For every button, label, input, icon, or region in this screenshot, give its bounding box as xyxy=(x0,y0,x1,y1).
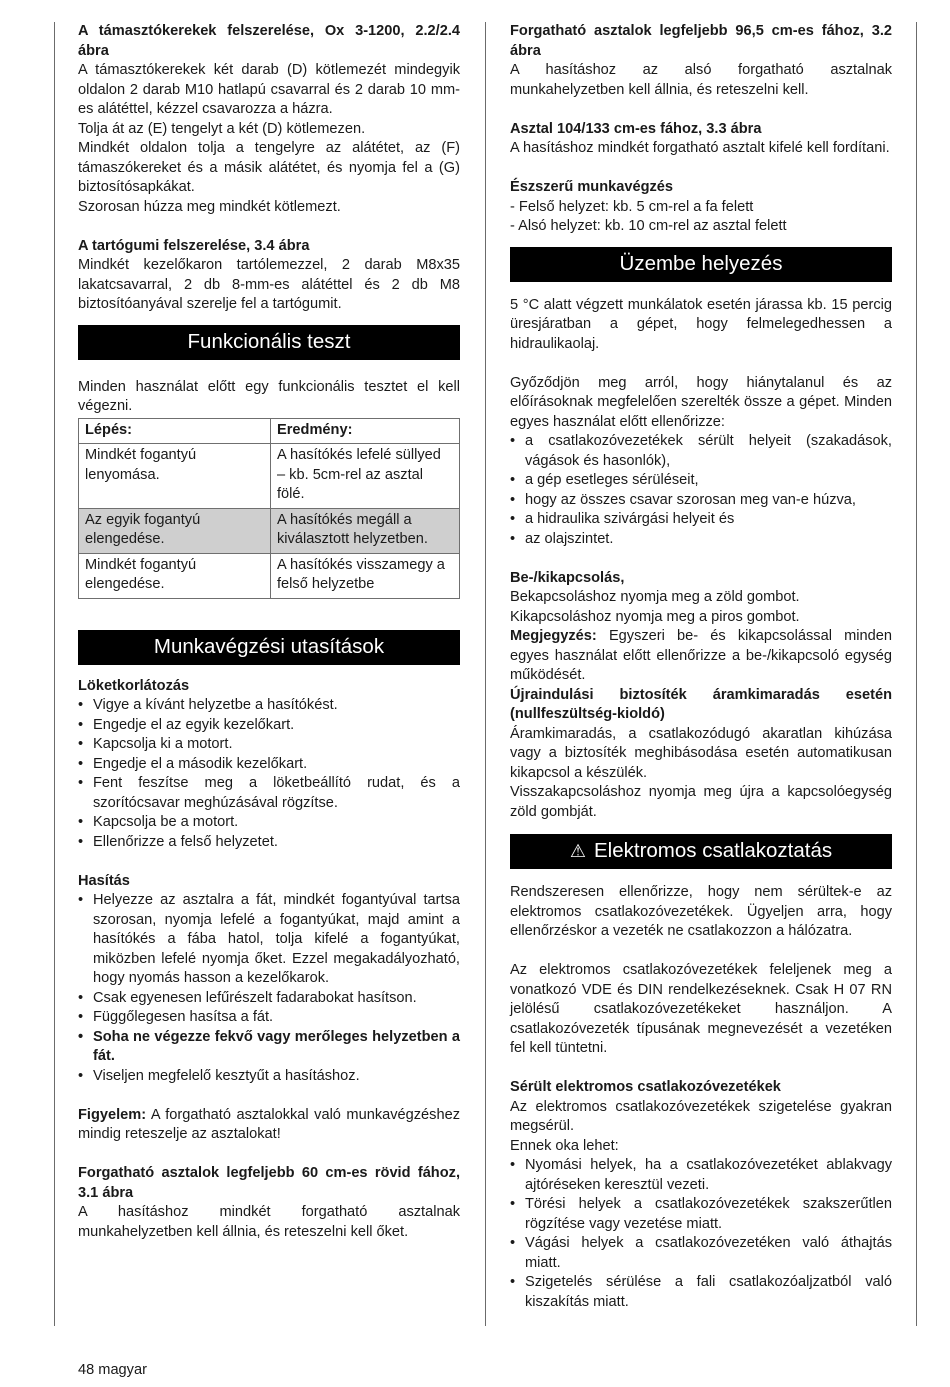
caution-paragraph xyxy=(78,1106,460,1145)
section-heading: Hasítás xyxy=(78,872,130,889)
bullet-list xyxy=(78,696,460,852)
list-item: • Ellenőrizze a felső helyzetet. xyxy=(78,833,460,853)
list-item: • Helyezze az asztalra a fát, mindkét fogantyúval tartsa szorosan, nyomja lefelé a fogantyúkat, majd amint a hasítókés a fába hatol, tolja kifelé a fogantyúkat, miközben lefelé nyomja őket. Ezzel megakadályozható, hogy nyomás hasson a kezelőkarok. xyxy=(78,891,460,989)
paragraph: Az elektromos csatlakozóvezetékek szigetelése gyakran megsérül. xyxy=(510,1098,892,1134)
table-cell: A hasítókés megáll a kiválasztott helyzetben. xyxy=(271,508,460,553)
paragraph: - Alsó helyzet: kb. 10 cm-rel az asztal felett xyxy=(510,218,787,234)
section-heading: Asztal 104/133 cm-es fához, 3.3 ábra xyxy=(510,120,762,137)
paragraph: Rendszeresen ellenőrizze, hogy nem sérültek-e az elektromos csatlakozóvezetékek. Ügyeljen arra, hogy ellenőrzéskor a vezeték ne csatlakozzon a hálózatra. xyxy=(510,884,892,939)
paragraph: A hasításhoz mindkét forgatható asztalnak munkahelyzetben kell állnia, és reteszelni kell őket. xyxy=(78,1204,460,1240)
column-divider-rule xyxy=(485,22,486,1326)
table-cell: A hasítókés visszamegy a felső helyzetbe xyxy=(271,553,460,598)
list-item: • Függőlegesen hasítsa a fát. xyxy=(78,1008,460,1028)
page-footer: 48 magyar xyxy=(78,1362,147,1378)
paragraph: Az elektromos csatlakozóvezetékek feleljenek meg a vonatkozó VDE és DIN rendelkezéseknek. Csak H 07 RN jelölésű csatlakozóvezetékeket használjon. A csatlakozóvezeték típusának megnevezését a vezetéken fel kell tüntetni. xyxy=(510,962,892,1056)
bullet-list xyxy=(510,1156,892,1312)
list-item: • hogy az összes csavar szorosan meg van-e húzva, xyxy=(510,491,892,511)
caution-label: Figyelem: xyxy=(78,1106,147,1123)
paragraph: Tolja át az (E) tengelyt a két (D) kötlemezen. xyxy=(78,120,366,137)
section-heading: Forgatható asztalok legfeljebb 96,5 cm-es fához, 3.2 ábra xyxy=(510,23,892,59)
paragraph: Bekapcsoláshoz nyomja meg a zöld gombot. xyxy=(510,589,800,605)
bullet-list xyxy=(510,432,892,549)
paragraph: Ennek oka lehet: xyxy=(510,1137,619,1154)
list-item: • Engedje el a második kezelőkart. xyxy=(78,755,460,775)
note-paragraph xyxy=(510,627,892,686)
section-bar-electrical xyxy=(510,834,892,869)
paragraph: Szorosan húzza meg mindkét kötlemezt. xyxy=(78,198,341,215)
list-item: • a hidraulika szivárgási helyeit és xyxy=(510,510,892,530)
paragraph: Visszakapcsoláshoz nyomja meg újra a kapcsolóegység zöld gombját. xyxy=(510,784,892,820)
list-item-warning: • Soha ne végezze fekvő vagy merőleges helyzetben a fát. xyxy=(78,1028,460,1067)
section-bar-label: Elektromos csatlakoztatás xyxy=(594,839,833,862)
section-bar-startup: Üzembe helyezés xyxy=(510,247,892,282)
paragraph: - Felső helyzet: kb. 5 cm-rel a fa felett xyxy=(510,198,754,215)
table-cell: Az egyik fogantyú elengedése. xyxy=(79,508,271,553)
list-item: • Nyomási helyek, ha a csatlakozóvezetéket ablakvagy ajtóréseken keresztül vezeti. xyxy=(510,1156,892,1195)
section-heading: Újraindulási biztosíték áramkimaradás esetén (nullfeszültség-kioldó) xyxy=(510,686,892,722)
list-item: • Vágási helyek a csatlakozóvezetéken való áthajtás miatt. xyxy=(510,1234,892,1273)
table-header-cell: Eredmény: xyxy=(271,418,460,444)
section-heading: Sérült elektromos csatlakozóvezetékek xyxy=(510,1079,781,1095)
table-header-cell: Lépés: xyxy=(79,418,271,444)
section-heading: A tartógumi felszerelése, 3.4 ábra xyxy=(78,237,310,254)
table-cell: A hasítókés lefelé süllyed – kb. 5cm-rel az asztal fölé. xyxy=(271,444,460,509)
list-item: • a csatlakozóvezetékek sérült helyeit (szakadások, vágások és hasonlók), xyxy=(510,432,892,471)
table-cell: Mindkét fogantyú elengedése. xyxy=(79,553,271,598)
right-margin-rule xyxy=(916,22,917,1326)
paragraph: 5 °C alatt végzett munkálatok esetén járassa kb. 15 percig üresjáratban a gépet, hogy felmelegedhessen a hidraulikaolaj. xyxy=(510,296,892,352)
section-heading: Forgatható asztalok legfeljebb 60 cm-es rövid fához, 3.1 ábra xyxy=(78,1165,460,1201)
test-table xyxy=(78,418,460,599)
section-bar-functional-test: Funkcionális teszt xyxy=(78,325,460,360)
note-text: Egyszeri be- és kikapcsolással minden egyes használat előtt ellenőrizze a be-/kikapcsoló egység működését. xyxy=(510,628,892,683)
list-item: • Viseljen megfelelő kesztyűt a hasításhoz. xyxy=(78,1067,460,1087)
list-item: • Szigetelés sérülése a fali csatlakozóaljzatból való kiszakítás miatt. xyxy=(510,1273,892,1312)
section-heading: Észszerű munkavégzés xyxy=(510,179,674,195)
paragraph: Győződjön meg arról, hogy hiánytalanul és az előírásoknak megfelelően szerelték össze a gépet. Minden egyes használat előtt ellenőrizze: xyxy=(510,374,892,430)
paragraph: Mindkét oldalon tolja a tengelyre az alátétet, az (F) támaszókereket és a másik alátétet, és nyomja fel a (G) biztosítósapkákat. xyxy=(78,140,460,195)
list-item: • a gép esetleges sérüléseit, xyxy=(510,471,892,491)
table-row xyxy=(79,444,460,509)
section-bar-work-instructions: Munkavégzési utasítások xyxy=(78,630,460,665)
list-item: • az olajszintet. xyxy=(510,530,892,550)
list-item: • Kapcsolja ki a motort. xyxy=(78,735,460,755)
left-margin-rule xyxy=(54,22,55,1326)
list-item: • Csak egyenesen lefűrészelt fadarabokat hasítson. xyxy=(78,989,460,1009)
table-row xyxy=(79,508,460,553)
bullet-list xyxy=(78,891,460,1086)
table-cell: Mindkét fogantyú lenyomása. xyxy=(79,444,271,509)
caution-text: A forgatható asztalokkal való munkavégzéshez mindig reteszelje az asztalokat! xyxy=(78,1106,460,1142)
left-column xyxy=(78,22,460,1242)
warning-triangle-icon: ⚠ xyxy=(569,841,586,861)
list-item: • Vigye a kívánt helyzetbe a hasítókést. xyxy=(78,696,460,716)
right-column xyxy=(510,22,892,1312)
list-item: • Kapcsolja be a motort. xyxy=(78,813,460,833)
table-row xyxy=(79,553,460,598)
paragraph: A hasításhoz az alsó forgatható asztalnak munkahelyzetben kell állnia, és reteszelni kell. xyxy=(510,62,892,98)
section-heading: Löketkorlátozás xyxy=(78,677,190,694)
list-item: • Fent feszítse meg a löketbeállító rudat, és a szorítócsavar meghúzásával rögzítse. xyxy=(78,774,460,813)
paragraph: Mindkét kezelőkaron tartólemezzel, 2 darab M8x35 lakatcsavarral, 2 db 8-mm-es alátéttel és 2 db M8 biztosítóanyával szerelje fel a tartógumit. xyxy=(78,257,460,312)
paragraph: A hasításhoz mindkét forgatható asztalt kifelé kell fordítani. xyxy=(510,140,890,156)
paragraph: A támasztókerekek két darab (D) kötlemezét mindegyik oldalon 2 darab M10 hatlapú csavarral és 2 darab 10 mm-es alátéttel, kézzel csavarozza a házra. xyxy=(78,62,460,117)
paragraph: Áramkimaradás, a csatlakozódugó akaratlan kihúzása vagy a biztosíték meghibásodása esetén automatikusan kikapcsol a készülék. xyxy=(510,725,892,781)
paragraph: Kikapcsoláshoz nyomja meg a piros gombot. xyxy=(510,608,800,625)
note-label: Megjegyzés: xyxy=(510,628,597,644)
list-item: • Engedje el az egyik kezelőkart. xyxy=(78,716,460,736)
section-heading: A támasztókerekek felszerelése, Ox 3-1200, 2.2/2.4 ábra xyxy=(78,23,460,59)
section-heading: Be-/kikapcsolás, xyxy=(510,569,625,586)
table-header-row xyxy=(79,418,460,444)
paragraph: Minden használat előtt egy funkcionális tesztet el kell végezni. xyxy=(78,378,460,414)
list-item: • Törési helyek a csatlakozóvezetékek szakszerűtlen rögzítése vagy vezetése miatt. xyxy=(510,1195,892,1234)
